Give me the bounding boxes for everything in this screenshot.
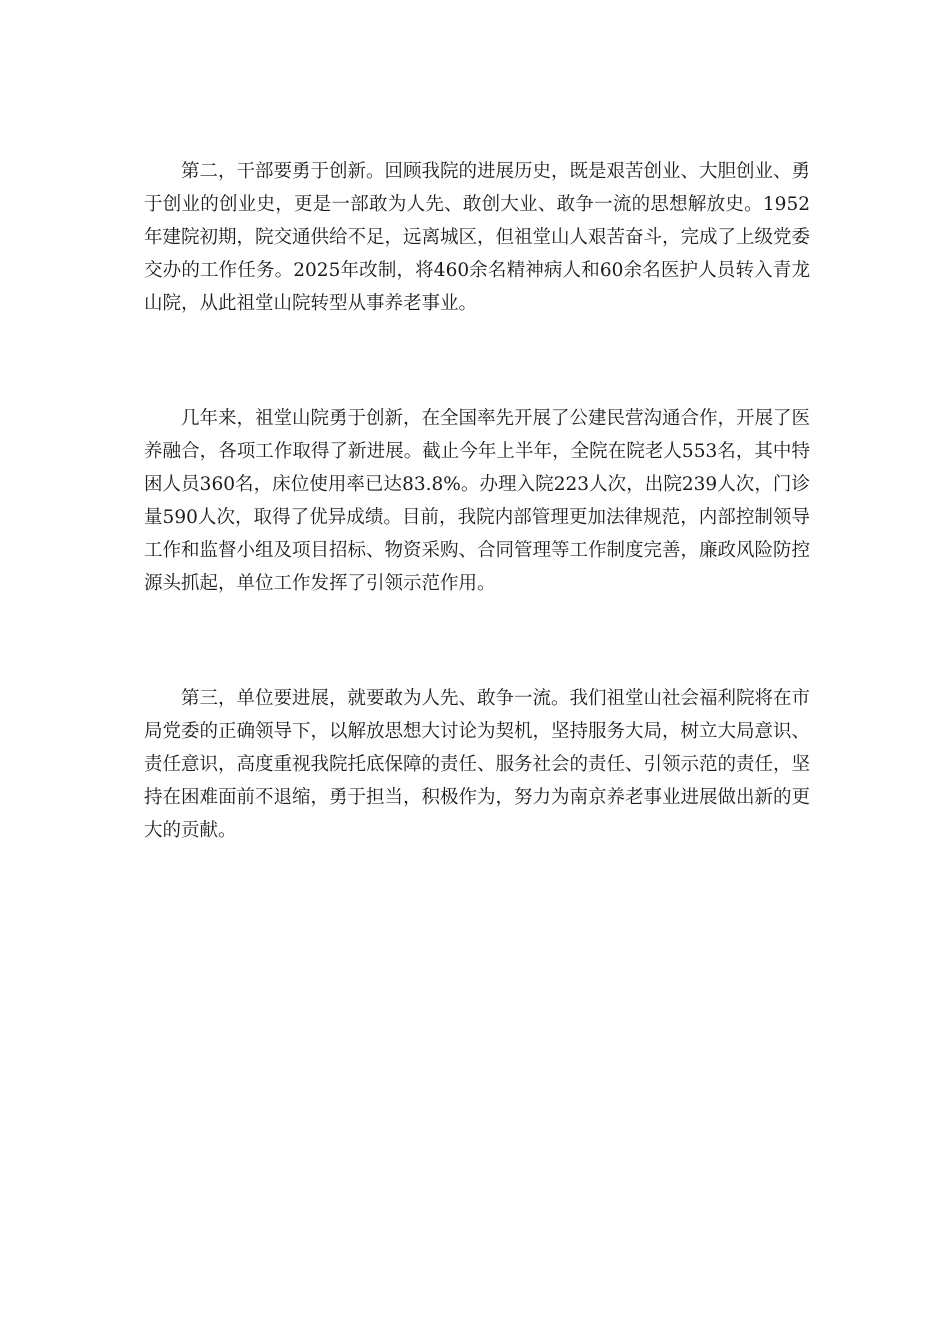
paragraph-cadre-innovation: 第二，干部要勇于创新。回顾我院的进展历史，既是艰苦创业、大胆创业、勇于创业的创业史，更是一部敢为人先、敢创大业、敢争一流的思想解放史。1952年建院初期，院交通供给不足，远离城区，但祖堂山人艰苦奋斗，完成了上级党委交办的工作任务。2025年改制，将460余名精神病人和60余名医护人员转入青龙山院，从此祖堂山院转型从事养老事业。 [144, 161, 811, 314]
paragraph-recent-progress: 几年来，祖堂山院勇于创新，在全国率先开展了公建民营沟通合作，开展了医养融合，各项工作取得了新进展。截止今年上半年，全院在院老人553名，其中特困人员360名，床位使用率已达83.8%。办理入院223人次，出院239人次，门诊量590人次，取得了优异成绩。目前，我院内部管理更加法律规范，内部控制领导工作和监督小组及项目招标、物资采购、合同管理等工作制度完善，廉政风险防控源头抓起，单位工作发挥了引领示范作用。 [144, 408, 811, 594]
paragraph-unit-development: 第三，单位要进展，就要敢为人先、敢争一流。我们祖堂山社会福利院将在市局党委的正确领导下，以解放思想大讨论为契机，坚持服务大局，树立大局意识、责任意识，高度重视我院托底保障的责任、服务社会的责任、引领示范的责任，坚持在困难面前不退缩，勇于担当，积极作为，努力为南京养老事业进展做出新的更大的贡献。 [144, 688, 811, 841]
document-body [144, 155, 810, 847]
